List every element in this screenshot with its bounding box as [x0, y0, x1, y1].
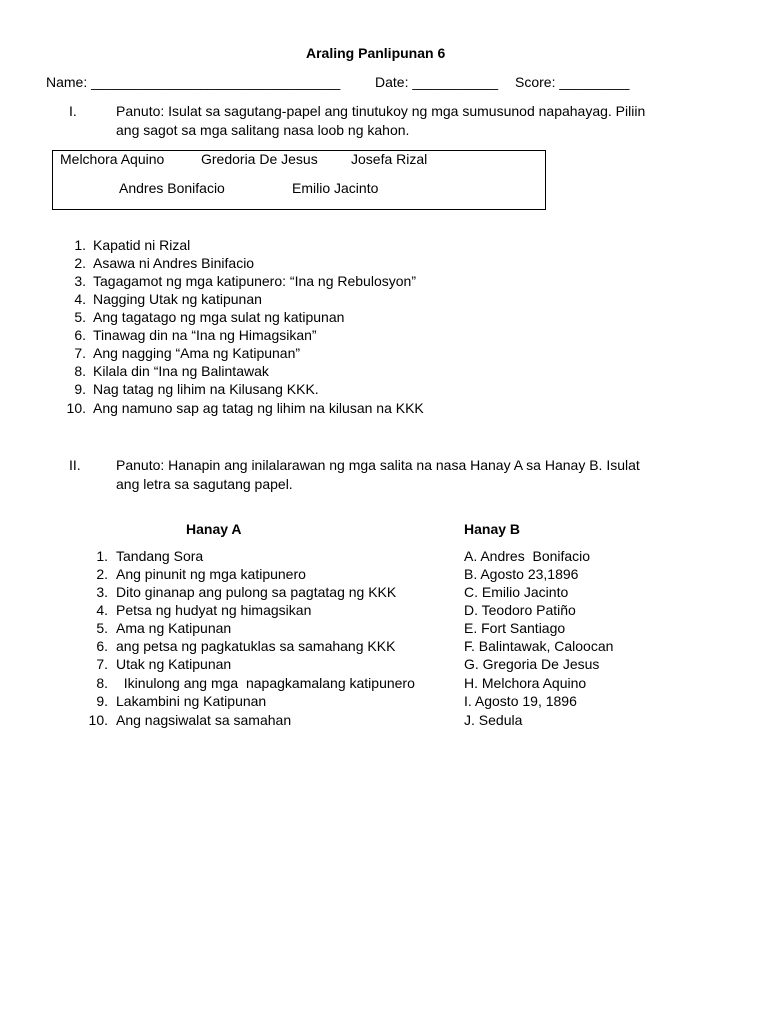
item-text: Asawa ni Andres Binifacio [93, 255, 255, 271]
item-text: Nagging Utak ng katipunan [93, 291, 262, 307]
item-text: ang petsa ng pagkatuklas sa samahang KKK [116, 638, 396, 654]
item-number: 6. [96, 638, 108, 654]
item-number: 2. [74, 255, 86, 271]
item-text: Ikinulong ang mga napagkamalang katipunero [116, 675, 415, 691]
date-field-line: Date: ___________ [375, 74, 498, 90]
item-number: 5. [74, 309, 86, 325]
choice-item: Gredoria De Jesus [201, 151, 318, 167]
choice-item: Josefa Rizal [351, 151, 428, 167]
item-text: Tagagamot ng mga katipunero: “Ina ng Rebulosyon” [93, 273, 416, 289]
answer-option: H. Melchora Aquino [464, 675, 587, 691]
item-number: 6. [74, 327, 86, 343]
item-number: 9. [74, 381, 86, 397]
answer-option: G. Gregoria De Jesus [464, 656, 600, 672]
hanay-b-heading: Hanay B [464, 521, 521, 537]
score-field-line: Score: _________ [515, 74, 630, 90]
item-number: 1. [96, 548, 108, 564]
item-number: 4. [96, 602, 108, 618]
item-text: Tinawag din na “Ina ng Himagsikan” [93, 327, 317, 343]
item-number: 9. [96, 693, 108, 709]
choice-item: Melchora Aquino [60, 151, 165, 167]
item-number: 7. [96, 656, 108, 672]
item-number: 10. [88, 712, 108, 728]
item-number: 4. [74, 291, 86, 307]
item-text: Kilala din “Ina ng Balintawak [93, 363, 269, 379]
answer-option: A. Andres Bonifacio [464, 548, 591, 564]
section1-numeral: I. [69, 103, 77, 119]
item-text: Ama ng Katipunan [116, 620, 232, 636]
item-text: Ang pinunit ng mga katipunero [116, 566, 306, 582]
item-number: 3. [96, 584, 108, 600]
item-number: 2. [96, 566, 108, 582]
item-number: 3. [74, 273, 86, 289]
item-number: 8. [96, 675, 108, 691]
choice-item: Andres Bonifacio [119, 180, 225, 196]
answer-option: E. Fort Santiago [464, 620, 566, 636]
item-number: 8. [74, 363, 86, 379]
answer-option: I. Agosto 19, 1896 [464, 693, 577, 709]
section2-numeral: II. [69, 457, 81, 473]
item-text: Ang nagging “Ama ng Katipunan” [93, 345, 301, 361]
item-number: 10. [66, 400, 86, 416]
item-text: Kapatid ni Rizal [93, 237, 191, 253]
answer-option: D. Teodoro Patiño [464, 602, 576, 618]
item-text: Tandang Sora [116, 548, 204, 564]
item-text: Petsa ng hudyat ng himagsikan [116, 602, 312, 618]
item-text: Nag tatag ng lihim na Kilusang KKK. [93, 381, 319, 397]
name-field-line: Name: ________________________________ [46, 74, 341, 90]
choice-item: Emilio Jacinto [292, 180, 379, 196]
section1-instruction-line2: ang sagot sa mga salitang nasa loob ng kahon. [116, 122, 410, 138]
item-text: Lakambini ng Katipunan [116, 693, 267, 709]
page-title: Araling Panlipunan 6 [306, 45, 446, 61]
section2-instruction-line2: ang letra sa sagutang papel. [116, 476, 293, 492]
answer-option: J. Sedula [464, 712, 523, 728]
item-text: Ang namuno sap ag tatag ng lihim na kilusan na KKK [93, 400, 424, 416]
item-text: Utak ng Katipunan [116, 656, 232, 672]
section1-instruction-line1: Panuto: Isulat sa sagutang-papel ang tinutukoy ng mga sumusunod napahayag. Piliin [116, 103, 646, 119]
item-number: 7. [74, 345, 86, 361]
answer-option: C. Emilio Jacinto [464, 584, 569, 600]
answer-option: F. Balintawak, Caloocan [464, 638, 614, 654]
section2-instruction-line1: Panuto: Hanapin ang inilalarawan ng mga salita na nasa Hanay A sa Hanay B. Isulat [116, 457, 640, 473]
item-number: 1. [74, 237, 86, 253]
item-text: Ang tagatago ng mga sulat ng katipunan [93, 309, 345, 325]
item-text: Ang nagsiwalat sa samahan [116, 712, 292, 728]
hanay-a-heading: Hanay A [186, 521, 242, 537]
answer-option: B. Agosto 23,1896 [464, 566, 579, 582]
item-text: Dito ginanap ang pulong sa pagtatag ng KKK [116, 584, 397, 600]
item-number: 5. [96, 620, 108, 636]
